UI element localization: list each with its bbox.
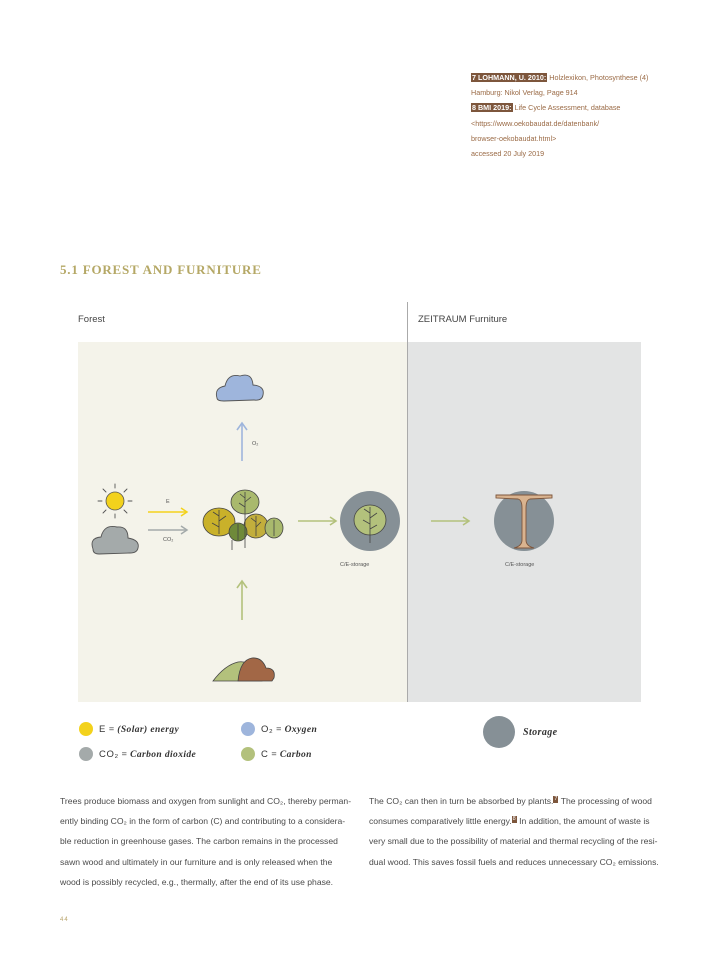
footnote-ref-7: 7 (554, 796, 558, 802)
reference-line: <https://www.oekobaudat.de/datenbank/ (471, 118, 600, 128)
legend-oxygen-text: = Oxygen (273, 724, 318, 735)
legend-carbon-key: C (261, 748, 269, 760)
ground-arrow-icon (237, 581, 247, 620)
body-line: ble reduction in greenhouse gases. The carbon remains in the processed (60, 836, 338, 847)
body-line (369, 811, 664, 831)
body-line: Trees produce biomass and oxygen from sunlight and CO₂, thereby perman- (60, 796, 352, 806)
body-line: sawn wood and ultimately in our furniture and is only released when the (60, 856, 333, 867)
storage-dot-icon (483, 716, 515, 748)
soil-icon (213, 658, 274, 681)
furniture-storage-label: C/E-storage (505, 562, 535, 568)
co2-arrow-icon (148, 526, 187, 534)
energy-arrow-icon (148, 508, 187, 516)
energy-label: E (166, 499, 170, 505)
oxygen-arrow-icon (237, 423, 247, 461)
body-line: dual wood. This saves fossil fuels and reduces unnecessary CO₂ emissions. (369, 856, 659, 867)
reference-text: Holzlexikon, Photosynthese (4) (547, 73, 649, 82)
reference-tag-bmi: 8 BMI 2019: (472, 103, 512, 113)
section-title: 5.1 FOREST AND FURNITURE (60, 262, 262, 277)
reference-line: Hamburg: Nikol Verlag, Page 914 (471, 88, 578, 98)
energy-dot-icon (79, 722, 93, 736)
to-storage-arrow-icon (298, 517, 336, 525)
furniture-column-label: ZEITRAUM Furniture (418, 314, 508, 325)
legend-oxygen (241, 722, 317, 736)
body-text-segment: In addition, the amount of waste is (516, 816, 650, 827)
body-text-segment: consumes comparatively little energy. (369, 816, 512, 827)
oxygen-dot-icon (241, 722, 255, 736)
forest-column-label: Forest (78, 314, 105, 325)
body-line: very small due to the possibility of material and thermal recycling of the resi- (369, 836, 658, 847)
o2-label: O₂ (252, 441, 259, 447)
legend-energy (79, 722, 179, 736)
body-line (369, 791, 664, 811)
body-text-segment: The processing of wood (558, 796, 652, 806)
legend-carbon (241, 747, 312, 761)
co2-cloud-icon (92, 526, 138, 554)
body-text-left (60, 791, 355, 892)
oxygen-cloud-icon (216, 375, 263, 401)
forest-storage-label: C/E-storage (340, 562, 370, 568)
sun-icon (98, 484, 132, 518)
legend-energy-text: = (Solar) energy (105, 724, 180, 735)
legend-oxygen-key: O₂ (261, 723, 274, 735)
co2-dot-icon (79, 747, 93, 761)
footnote-ref-8: 8 (512, 816, 516, 823)
reference-tag-lohmann: 7 LOHMANN, U. 2010: (472, 73, 547, 82)
body-line: ently binding CO₂ in the form of carbon (C) and contributing to a considera- (60, 816, 346, 827)
co2-label: CO₂ (163, 537, 174, 543)
legend-co2-key: CO₂ (99, 748, 119, 760)
trees-icon (203, 490, 283, 550)
reference-line: accessed 20 July 2019 (471, 149, 545, 159)
body-text-segment: The CO₂ can then in turn be absorbed by plants. (369, 796, 554, 806)
storage-table-icon (494, 491, 554, 551)
body-text-right (369, 791, 664, 872)
legend-co2 (79, 747, 196, 761)
to-furniture-arrow-icon (431, 517, 469, 525)
carbon-dot-icon (241, 747, 255, 761)
reference-text: Life Cycle Assessment, database (512, 103, 621, 113)
legend-storage-text: Storage (523, 727, 558, 738)
page-number: 44 (60, 917, 69, 923)
reference-line: browser-oekobaudat.html> (471, 133, 557, 143)
legend-co2-text: = Carbon dioxide (118, 749, 197, 760)
body-line: wood is possibly recycled, e.g., thermally, after the end of its use phase. (60, 876, 334, 887)
storage-leaf-icon (340, 491, 400, 551)
legend-carbon-text: = Carbon (268, 749, 312, 760)
legend-energy-key: E (99, 723, 106, 735)
